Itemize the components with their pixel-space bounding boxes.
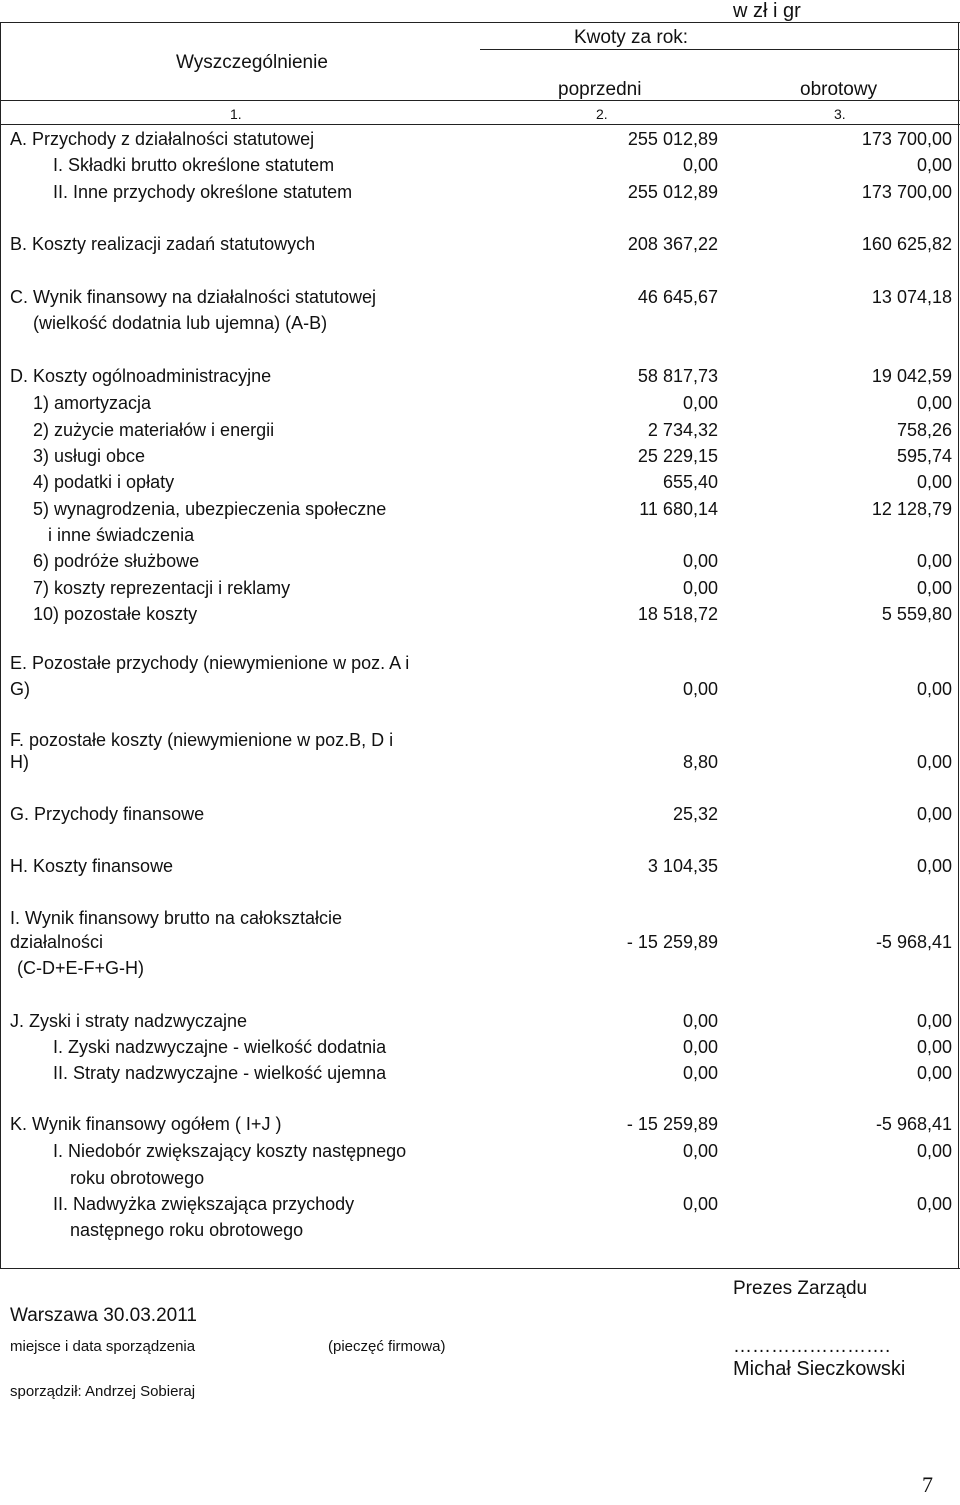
row-label: 7) koszty reprezentacji i reklamy bbox=[33, 578, 291, 598]
signature-dots: ……………………. bbox=[733, 1336, 891, 1357]
header-divider bbox=[480, 49, 960, 50]
table-left-border bbox=[0, 22, 1, 1268]
row-value-curr: 0,00 bbox=[916, 1194, 952, 1214]
column-number-2: 2. bbox=[596, 106, 608, 122]
row-value-curr: 173 700,00 bbox=[861, 182, 952, 202]
row-value-curr: 0,00 bbox=[916, 1011, 952, 1031]
row-value-prev: 2 734,32 bbox=[647, 420, 718, 440]
row-value-curr: 0,00 bbox=[916, 1141, 952, 1161]
row-label-continuation: G) bbox=[10, 679, 30, 699]
table-top-border bbox=[0, 22, 960, 23]
row-label: I. Wynik finansowy brutto na całokształcie bbox=[10, 908, 342, 928]
row-label: 2) zużycie materiałów i energii bbox=[33, 420, 275, 440]
row-label: D. Koszty ogólnoadministracyjne bbox=[10, 366, 272, 386]
row-label: II. Inne przychody określone statutem bbox=[53, 182, 353, 202]
row-value-curr: 0,00 bbox=[916, 856, 952, 876]
stamp-label: (pieczęć firmowa) bbox=[328, 1338, 446, 1355]
row-label-continuation: następnego roku obrotowego bbox=[70, 1220, 304, 1240]
row-value-curr: 595,74 bbox=[896, 446, 952, 466]
row-label: I. Zyski nadzwyczajne - wielkość dodatnia bbox=[53, 1037, 387, 1057]
row-value-prev: 25 229,15 bbox=[637, 446, 718, 466]
row-label: H. Koszty finansowe bbox=[10, 856, 174, 876]
row-value-curr: 0,00 bbox=[916, 804, 952, 824]
row-value-prev: 255 012,89 bbox=[627, 182, 718, 202]
row-label: F. pozostałe koszty (niewymienione w poz.B, D i bbox=[10, 730, 394, 750]
row-label: E. Pozostałe przychody (niewymienione w poz. A i bbox=[10, 653, 410, 673]
row-value-prev: 58 817,73 bbox=[637, 366, 718, 386]
row-label: J. Zyski i straty nadzwyczajne bbox=[10, 1011, 248, 1031]
row-value-prev: 0,00 bbox=[682, 1011, 718, 1031]
row-value-prev: 11 680,14 bbox=[639, 499, 718, 519]
row-value-prev: 0,00 bbox=[682, 578, 718, 598]
row-value-curr: 0,00 bbox=[916, 752, 952, 772]
row-value-prev: 0,00 bbox=[682, 393, 718, 413]
row-label: 3) usługi obce bbox=[33, 446, 146, 466]
row-label: B. Koszty realizacji zadań statutowych bbox=[10, 234, 316, 254]
row-label: II. Straty nadzwyczajne - wielkość ujemna bbox=[53, 1063, 387, 1083]
row-value-prev: 46 645,67 bbox=[637, 287, 718, 307]
number-row-bottom-border bbox=[0, 124, 960, 125]
header-description: Wyszczególnienie bbox=[176, 52, 328, 73]
row-label: II. Nadwyżka zwiększająca przychody bbox=[53, 1194, 355, 1214]
row-value-curr: 0,00 bbox=[916, 551, 952, 571]
row-value-prev: 3 104,35 bbox=[647, 856, 718, 876]
row-value-curr: 173 700,00 bbox=[861, 129, 952, 149]
prepared-by: sporządził: Andrzej Sobieraj bbox=[10, 1383, 196, 1400]
row-value-prev: 0,00 bbox=[682, 1194, 718, 1214]
row-value-curr: 0,00 bbox=[916, 1063, 952, 1083]
row-label: 1) amortyzacja bbox=[33, 393, 152, 413]
row-value-curr: 0,00 bbox=[916, 155, 952, 175]
row-value-curr: 5 559,80 bbox=[881, 604, 952, 624]
row-value-prev: 18 518,72 bbox=[637, 604, 718, 624]
row-value-prev: - 15 259,89 bbox=[626, 1114, 718, 1134]
row-value-curr: -5 968,41 bbox=[875, 1114, 952, 1134]
row-label: G. Przychody finansowe bbox=[10, 804, 205, 824]
table-bottom-border bbox=[0, 1268, 960, 1269]
row-label: C. Wynik finansowy na działalności statutowej bbox=[10, 287, 377, 307]
currency-note: w zł i gr bbox=[733, 0, 801, 22]
row-value-prev: 0,00 bbox=[682, 1037, 718, 1057]
row-value-prev: - 15 259,89 bbox=[626, 932, 718, 952]
row-value-curr: 0,00 bbox=[916, 393, 952, 413]
row-value-curr: -5 968,41 bbox=[875, 932, 952, 952]
row-value-curr: 13 074,18 bbox=[871, 287, 952, 307]
row-value-prev: 0,00 bbox=[682, 1141, 718, 1161]
row-value-prev: 255 012,89 bbox=[627, 129, 718, 149]
page-number: 7 bbox=[922, 1472, 933, 1497]
row-label-continuation: roku obrotowego bbox=[70, 1168, 205, 1188]
row-label: 4) podatki i opłaty bbox=[33, 472, 175, 492]
row-label: I. Niedobór zwiększający koszty następnego bbox=[53, 1141, 407, 1161]
column-number-3: 3. bbox=[834, 106, 846, 122]
column-number-1: 1. bbox=[230, 106, 242, 122]
row-label: 5) wynagrodzenia, ubezpieczenia społeczne bbox=[33, 499, 387, 519]
signer-role: Prezes Zarządu bbox=[733, 1278, 868, 1299]
row-value-prev: 655,40 bbox=[662, 472, 718, 492]
row-label-continuation: i inne świadczenia bbox=[48, 525, 195, 545]
row-label-continuation: (wielkość dodatnia lub ujemna) (A-B) bbox=[33, 313, 328, 333]
row-value-prev: 0,00 bbox=[682, 679, 718, 699]
row-value-prev: 0,00 bbox=[682, 1063, 718, 1083]
row-label: 6) podróże służbowe bbox=[33, 551, 200, 571]
row-label: 10) pozostałe koszty bbox=[33, 604, 198, 624]
row-label-formula: (C-D+E-F+G-H) bbox=[17, 958, 144, 978]
row-value-curr: 19 042,59 bbox=[871, 366, 952, 386]
row-value-curr: 0,00 bbox=[916, 578, 952, 598]
header-current-year: obrotowy bbox=[800, 79, 878, 100]
header-amounts: Kwoty za rok: bbox=[574, 27, 689, 48]
row-value-prev: 0,00 bbox=[682, 155, 718, 175]
row-value-curr: 160 625,82 bbox=[861, 234, 952, 254]
table-right-border bbox=[958, 22, 959, 1268]
row-value-prev: 25,32 bbox=[672, 804, 718, 824]
row-value-prev: 208 367,22 bbox=[627, 234, 718, 254]
row-value-curr: 0,00 bbox=[916, 472, 952, 492]
place-date-label: miejsce i data sporządzenia bbox=[10, 1338, 196, 1355]
row-value-prev: 0,00 bbox=[682, 551, 718, 571]
row-value-prev: 8,80 bbox=[682, 752, 718, 772]
row-label: I. Składki brutto określone statutem bbox=[53, 155, 335, 175]
signer-name: Michał Sieczkowski bbox=[733, 1358, 906, 1380]
row-label: A. Przychody z działalności statutowej bbox=[10, 129, 315, 149]
row-label: K. Wynik finansowy ogółem ( I+J ) bbox=[10, 1114, 282, 1134]
place-date: Warszawa 30.03.2011 bbox=[10, 1305, 197, 1326]
row-value-curr: 0,00 bbox=[916, 679, 952, 699]
row-label-continuation: działalności bbox=[10, 932, 104, 952]
row-value-curr: 12 128,79 bbox=[871, 499, 952, 519]
row-value-curr: 0,00 bbox=[916, 1037, 952, 1057]
row-label-continuation: H) bbox=[10, 752, 29, 772]
header-previous-year: poprzedni bbox=[558, 79, 642, 100]
row-value-curr: 758,26 bbox=[896, 420, 952, 440]
